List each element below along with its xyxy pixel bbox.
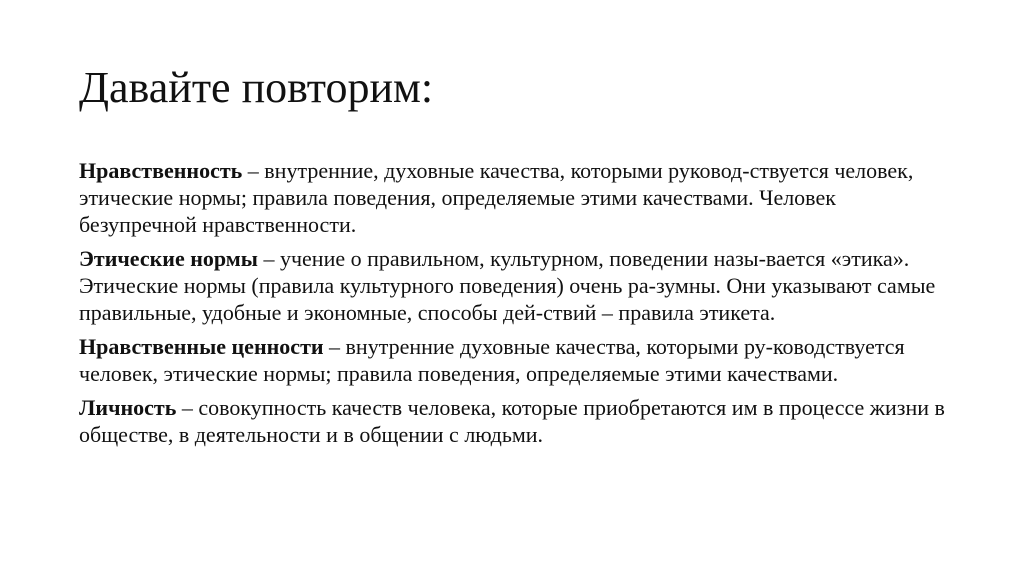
definition-paragraph [79, 157, 949, 238]
definition-text: – внутренние, духовные качества, которыми руковод-ствуется человек, этические нормы; правила поведения, определяемые этими качествами. Человек безупречной нравственности. [79, 158, 914, 237]
definition-text: – совокупность качеств человека, которые приобретаются им в процессе жизни в обществе, в деятельности и в общении с людьми. [79, 395, 945, 447]
slide-body [79, 157, 949, 455]
definition-paragraph [79, 245, 949, 326]
slide-title: Давайте повторим: [79, 63, 434, 112]
definition-term: Личность [79, 395, 177, 420]
definition-paragraph [79, 333, 949, 387]
definition-term: Нравственные ценности [79, 334, 324, 359]
definition-text: – учение о правильном, культурном, поведении назы-вается «этика». Этические нормы (правила культурного поведения) очень ра-зумны. Они указывают самые правильные, удобные и экономные, способы дей-ствий – правила этикета. [79, 246, 936, 325]
definition-text: – внутренние духовные качества, которыми ру-ководствуется человек, этические нормы; правила поведения, определяемые этими качествами. [79, 334, 905, 386]
definition-paragraph [79, 394, 949, 448]
definition-term: Нравственность [79, 158, 243, 183]
definition-term: Этические нормы [79, 246, 258, 271]
